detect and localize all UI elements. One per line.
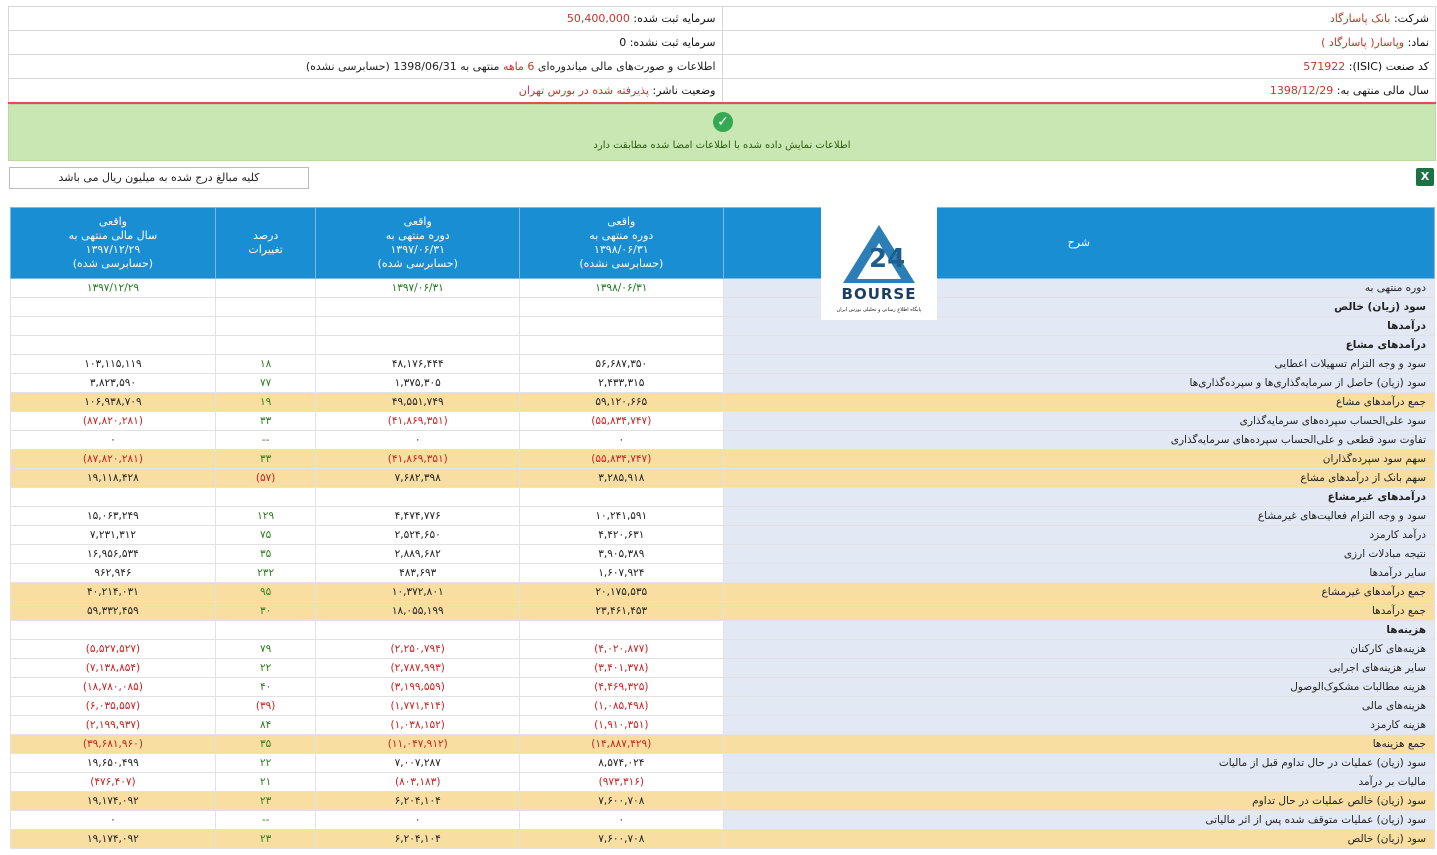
change-percent: ۱۸ xyxy=(215,355,316,374)
change-percent: (۳۹) xyxy=(215,697,316,716)
value-1398-06: ۴,۴۲۰,۶۳۱ xyxy=(520,526,724,545)
logo-text: BOURSE xyxy=(841,285,917,303)
status-value: پذیرفته شده در بورس تهران xyxy=(518,84,650,97)
change-percent: ۲۱ xyxy=(215,773,316,792)
row-description: سود (زیان) خالص xyxy=(723,830,1434,849)
value-1398-06: ۸,۵۷۴,۰۲۴ xyxy=(520,754,724,773)
row-description: سود (زیان) حاصل از سرمایه‌گذاری‌ها و سپرده‌گذاری‌ها xyxy=(723,374,1434,393)
value-1397-12: ۱۰۳,۱۱۵,۱۱۹ xyxy=(11,355,216,374)
table-row xyxy=(11,279,1435,298)
row-description: سایر هزینه‌های اجرایی xyxy=(723,659,1434,678)
value-1398-06: (۴,۰۲۰,۸۷۷) xyxy=(520,640,724,659)
value-1398-06: ۳,۲۸۵,۹۱۸ xyxy=(520,469,724,488)
row-description: سود (زیان) خالص عملیات در حال تداوم xyxy=(723,792,1434,811)
table-row xyxy=(11,545,1435,564)
value-1397-06: ۴,۴۷۴,۷۷۶ xyxy=(316,507,520,526)
report-title-b: 6 ماهه xyxy=(502,60,535,73)
table-row xyxy=(11,336,1435,355)
isic-label: کد صنعت (ISIC): xyxy=(1348,60,1429,73)
row-description: درآمد کارمزد xyxy=(723,526,1434,545)
table-row xyxy=(11,754,1435,773)
value-1397-12: ۱۶,۹۵۶,۵۳۴ xyxy=(11,545,216,564)
value-1397-12: (۵,۵۲۷,۵۲۷) xyxy=(11,640,216,659)
unit-note: کلیه مبالغ درج شده به میلیون ریال می باشد xyxy=(9,167,309,189)
row-description: مالیات بر درآمد xyxy=(723,773,1434,792)
table-row xyxy=(11,507,1435,526)
row-description: سود (زیان) عملیات در حال تداوم قبل از مالیات xyxy=(723,754,1434,773)
verification-notice xyxy=(8,104,1436,161)
value-1398-06: ۰ xyxy=(520,431,724,450)
change-percent: ۸۴ xyxy=(215,716,316,735)
row-description: نتیجه مبادلات ارزی xyxy=(723,545,1434,564)
value-1397-12: ۱۵,۰۶۳,۲۴۹ xyxy=(11,507,216,526)
value-1397-12: (۸۷,۸۲۰,۲۸۱) xyxy=(11,412,216,431)
logo-subtitle: پایگاه اطلاع رسانی و تحلیلی بورس ایران xyxy=(836,307,922,313)
report-title-c: منتهی به xyxy=(456,60,503,73)
unreg-capital-cell xyxy=(9,31,723,55)
row-description: سود (زیان) خالص xyxy=(723,298,1434,317)
header-period-1398: واقعی دوره منتهی به ۱۳۹۸/۰۶/۳۱ (حسابرسی نشده) xyxy=(520,208,724,279)
change-percent: ۲۲ xyxy=(215,754,316,773)
row-description: تفاوت سود قطعی و علی‌الحساب سپرده‌های سرمایه‌گذاری xyxy=(723,431,1434,450)
value-1397-12: ۰ xyxy=(11,811,216,830)
value-1397-06: ۱۸,۰۵۵,۱۹۹ xyxy=(316,602,520,621)
value-1398-06: ۲۰,۱۷۵,۵۳۵ xyxy=(520,583,724,602)
table-row xyxy=(11,697,1435,716)
value-1398-06: (۱۴,۸۸۷,۴۲۹) xyxy=(520,735,724,754)
change-percent: ۷۷ xyxy=(215,374,316,393)
change-percent: ۳۳ xyxy=(215,412,316,431)
value-1397-12: (۲,۱۹۹,۹۳۷) xyxy=(11,716,216,735)
value-1398-06: ۷,۶۰۰,۷۰۸ xyxy=(520,830,724,849)
value-1397-12: ۰ xyxy=(11,431,216,450)
row-description: سایر درآمدها xyxy=(723,564,1434,583)
change-percent: (۵۷) xyxy=(215,469,316,488)
change-percent: ۲۳۲ xyxy=(215,564,316,583)
row-description: هزینه‌های مالی xyxy=(723,697,1434,716)
fiscal-label: سال مالی منتهی به: xyxy=(1336,84,1429,97)
value-1397-06: (۴۱,۸۶۹,۳۵۱) xyxy=(316,450,520,469)
value-1397-06 xyxy=(316,317,520,336)
change-percent: -- xyxy=(215,431,316,450)
value-1398-06 xyxy=(520,336,724,355)
table-row xyxy=(11,678,1435,697)
change-percent: ۲۳ xyxy=(215,830,316,849)
value-1397-12: (۳۹,۶۸۱,۹۶۰) xyxy=(11,735,216,754)
table-row xyxy=(11,716,1435,735)
change-percent: ۳۳ xyxy=(215,450,316,469)
change-percent xyxy=(215,298,316,317)
symbol-value: وپاسار( پاسارگاد ) xyxy=(1321,36,1405,49)
value-1397-06 xyxy=(316,488,520,507)
change-percent: ۱۹ xyxy=(215,393,316,412)
value-1397-12: (۸۷,۸۲۰,۲۸۱) xyxy=(11,450,216,469)
value-1397-12: ۱۹,۱۱۸,۴۲۸ xyxy=(11,469,216,488)
value-1398-06: (۵۵,۸۳۴,۷۴۷) xyxy=(520,412,724,431)
value-1397-12 xyxy=(11,298,216,317)
table-row xyxy=(11,526,1435,545)
table-row xyxy=(11,488,1435,507)
financial-statement-table xyxy=(10,207,1435,849)
value-1397-06: ۰ xyxy=(316,811,520,830)
value-1397-06: ۲,۵۲۴,۶۵۰ xyxy=(316,526,520,545)
row-description: جمع درآمدهای غیرمشاع xyxy=(723,583,1434,602)
value-1397-12: ۴۰,۲۱۴,۰۳۱ xyxy=(11,583,216,602)
value-1397-06: (۸۰۳,۱۸۳) xyxy=(316,773,520,792)
report-title-cell xyxy=(9,55,723,79)
value-1397-06: (۴۱,۸۶۹,۳۵۱) xyxy=(316,412,520,431)
value-1397-12: ۳,۸۲۳,۵۹۰ xyxy=(11,374,216,393)
value-1397-12: ۵۹,۳۳۲,۴۵۹ xyxy=(11,602,216,621)
isic-cell xyxy=(722,55,1436,79)
row-description: سهم سود سپرده‌گذاران xyxy=(723,450,1434,469)
change-percent: -- xyxy=(215,811,316,830)
company-value: بانک پاسارگاد xyxy=(1329,12,1391,25)
reg-capital-value: 50,400,000 xyxy=(566,12,630,25)
value-1397-12: (۱۸,۷۸۰,۰۸۵) xyxy=(11,678,216,697)
value-1398-06: ۲۳,۴۶۱,۴۵۳ xyxy=(520,602,724,621)
symbol-label: نماد: xyxy=(1407,36,1429,49)
table-row xyxy=(11,431,1435,450)
change-percent: ۴۰ xyxy=(215,678,316,697)
isic-value: 571922 xyxy=(1303,60,1346,73)
table-row xyxy=(11,773,1435,792)
header-fiscal-1397: واقعی سال مالی منتهی به ۱۳۹۷/۱۲/۲۹ (حسابرسی شده) xyxy=(11,208,216,279)
value-1397-06: (۱,۷۷۱,۴۱۴) xyxy=(316,697,520,716)
value-1398-06 xyxy=(520,317,724,336)
table-row xyxy=(11,811,1435,830)
value-1397-12: ۱۹,۱۷۴,۰۹۲ xyxy=(11,792,216,811)
value-1397-06: ۱,۳۷۵,۳۰۵ xyxy=(316,374,520,393)
value-1397-12: (۴۷۶,۴۰۷) xyxy=(11,773,216,792)
change-percent xyxy=(215,488,316,507)
row-description: جمع درآمدها xyxy=(723,602,1434,621)
value-1398-06: (۳,۴۰۱,۳۷۸) xyxy=(520,659,724,678)
svg-text:24: 24 xyxy=(869,244,906,274)
row-description: سود (زیان) عملیات متوقف شده پس از اثر مالیاتی xyxy=(723,811,1434,830)
row-description: جمع درآمدهای مشاع xyxy=(723,393,1434,412)
row-description: دوره منتهی به xyxy=(723,279,1434,298)
value-1398-06: (۱,۰۸۵,۴۹۸) xyxy=(520,697,724,716)
value-1398-06: ۲,۴۳۳,۳۱۵ xyxy=(520,374,724,393)
row-description: سود و وجه التزام فعالیت‌های غیرمشاع xyxy=(723,507,1434,526)
change-percent: ۷۵ xyxy=(215,526,316,545)
value-1398-06: ۵۶,۶۸۷,۳۵۰ xyxy=(520,355,724,374)
row-description: هزینه مطالبات مشکوک‌الوصول xyxy=(723,678,1434,697)
table-row xyxy=(11,640,1435,659)
value-1397-06 xyxy=(316,621,520,640)
value-1398-06 xyxy=(520,298,724,317)
unreg-capital-value: 0 xyxy=(619,36,627,49)
change-percent xyxy=(215,621,316,640)
reg-capital-cell xyxy=(9,7,723,31)
value-1397-06: (۲,۷۸۷,۹۹۳) xyxy=(316,659,520,678)
value-1397-06: (۱,۰۳۸,۱۵۲) xyxy=(316,716,520,735)
table-row xyxy=(11,317,1435,336)
row-description: جمع هزینه‌ها xyxy=(723,735,1434,754)
change-percent: ۲۲ xyxy=(215,659,316,678)
table-row xyxy=(11,830,1435,849)
table-row xyxy=(11,469,1435,488)
value-1397-12: ۹۶۲,۹۴۶ xyxy=(11,564,216,583)
value-1397-12 xyxy=(11,621,216,640)
table-row xyxy=(11,298,1435,317)
report-title-a: اطلاعات و صورت‌های مالی میاندوره‌ای xyxy=(534,60,716,73)
change-percent: ۲۳ xyxy=(215,792,316,811)
value-1398-06: ۵۹,۱۲۰,۶۶۵ xyxy=(520,393,724,412)
value-1398-06: ۰ xyxy=(520,811,724,830)
value-1397-12 xyxy=(11,488,216,507)
change-percent xyxy=(215,336,316,355)
value-1397-06: ۱۰,۳۷۲,۸۰۱ xyxy=(316,583,520,602)
value-1397-06 xyxy=(316,336,520,355)
report-title-e: (حسابرسی نشده) xyxy=(305,60,394,73)
table-row xyxy=(11,621,1435,640)
change-percent: ۹۵ xyxy=(215,583,316,602)
header-period-1397: واقعی دوره منتهی به ۱۳۹۷/۰۶/۳۱ (حسابرسی شده) xyxy=(316,208,520,279)
header-change-percent: درصد تغییرات xyxy=(215,208,316,279)
value-1397-06: (۲,۲۵۰,۷۹۴) xyxy=(316,640,520,659)
value-1397-12: ۷,۲۳۱,۳۱۲ xyxy=(11,526,216,545)
change-percent: ۳۵ xyxy=(215,735,316,754)
bourse24-logo xyxy=(821,207,937,320)
value-1397-06: ۱۳۹۷/۰۶/۳۱ xyxy=(316,279,520,298)
change-percent: ۳۵ xyxy=(215,545,316,564)
value-1397-06: ۷,۶۸۲,۳۹۸ xyxy=(316,469,520,488)
value-1397-06: ۶,۲۰۴,۱۰۴ xyxy=(316,792,520,811)
row-description: درآمدها xyxy=(723,317,1434,336)
excel-export-icon[interactable]: X xyxy=(1416,168,1434,186)
table-row xyxy=(11,355,1435,374)
change-percent xyxy=(215,317,316,336)
value-1397-12: ۱۰۶,۹۳۸,۷۰۹ xyxy=(11,393,216,412)
table-row xyxy=(11,735,1435,754)
value-1397-06: ۶,۲۰۴,۱۰۴ xyxy=(316,830,520,849)
change-percent xyxy=(215,279,316,298)
change-percent: ۷۹ xyxy=(215,640,316,659)
table-row xyxy=(11,602,1435,621)
table-row xyxy=(11,583,1435,602)
company-cell xyxy=(722,7,1436,31)
table-row xyxy=(11,659,1435,678)
value-1398-06: ۱۰,۲۴۱,۵۹۱ xyxy=(520,507,724,526)
value-1398-06 xyxy=(520,621,724,640)
table-row xyxy=(11,412,1435,431)
value-1398-06 xyxy=(520,488,724,507)
header-desc: شرح xyxy=(723,208,1434,279)
value-1397-12: (۶,۰۳۵,۵۵۷) xyxy=(11,697,216,716)
value-1397-12: ۱۹,۶۵۰,۴۹۹ xyxy=(11,754,216,773)
value-1397-12: ۱۹,۱۷۴,۰۹۲ xyxy=(11,830,216,849)
unreg-capital-label: سرمایه ثبت نشده: xyxy=(629,36,716,49)
value-1397-06 xyxy=(316,298,520,317)
row-description: سهم بانک از درآمدهای مشاع xyxy=(723,469,1434,488)
company-label: شرکت: xyxy=(1393,12,1429,25)
fiscal-value: 1398/12/29 xyxy=(1269,84,1334,97)
value-1398-06: ۱,۶۰۷,۹۲۴ xyxy=(520,564,724,583)
value-1397-12: (۷,۱۳۸,۸۵۴) xyxy=(11,659,216,678)
value-1397-12: ۱۳۹۷/۱۲/۲۹ xyxy=(11,279,216,298)
value-1397-06: ۷,۰۰۷,۲۸۷ xyxy=(316,754,520,773)
value-1398-06: ۷,۶۰۰,۷۰۸ xyxy=(520,792,724,811)
change-percent: ۱۲۹ xyxy=(215,507,316,526)
value-1398-06: ۱۳۹۸/۰۶/۳۱ xyxy=(520,279,724,298)
row-description: درآمدهای مشاع xyxy=(723,336,1434,355)
row-description: درآمدهای غیرمشاع xyxy=(723,488,1434,507)
value-1397-06: ۴۹,۵۵۱,۷۴۹ xyxy=(316,393,520,412)
company-info-table xyxy=(8,6,1436,104)
table-row xyxy=(11,450,1435,469)
value-1397-12 xyxy=(11,336,216,355)
value-1398-06: (۱,۹۱۰,۳۵۱) xyxy=(520,716,724,735)
value-1397-06: (۳,۱۹۹,۵۵۹) xyxy=(316,678,520,697)
table-row xyxy=(11,564,1435,583)
row-description: هزینه کارمزد xyxy=(723,716,1434,735)
value-1397-06: ۴۸۳,۶۹۳ xyxy=(316,564,520,583)
value-1397-06: ۲,۸۸۹,۶۸۲ xyxy=(316,545,520,564)
value-1397-12 xyxy=(11,317,216,336)
verification-message: اطلاعات نمایش داده شده با اطلاعات امضا شده مطابقت دارد xyxy=(593,140,851,151)
row-description: هزینه‌ها xyxy=(723,621,1434,640)
status-label: وضعیت ناشر: xyxy=(652,84,716,97)
row-description: سود علی‌الحساب سپرده‌های سرمایه‌گذاری xyxy=(723,412,1434,431)
value-1398-06: ۳,۹۰۵,۳۸۹ xyxy=(520,545,724,564)
status-cell xyxy=(9,79,723,104)
value-1398-06: (۵۵,۸۳۴,۷۴۷) xyxy=(520,450,724,469)
symbol-cell xyxy=(722,31,1436,55)
check-icon: ✓ xyxy=(713,112,733,132)
report-title-d: 1398/06/31 xyxy=(393,60,457,73)
change-percent: ۳۰ xyxy=(215,602,316,621)
value-1397-06: ۰ xyxy=(316,431,520,450)
value-1397-06: ۴۸,۱۷۶,۴۴۴ xyxy=(316,355,520,374)
table-row xyxy=(11,374,1435,393)
row-description: سود و وجه التزام تسهیلات اعطایی xyxy=(723,355,1434,374)
value-1398-06: (۹۷۳,۳۱۶) xyxy=(520,773,724,792)
row-description: هزینه‌های کارکنان xyxy=(723,640,1434,659)
value-1398-06: (۴,۴۶۹,۳۲۵) xyxy=(520,678,724,697)
table-row xyxy=(11,792,1435,811)
fiscal-cell xyxy=(722,79,1436,104)
value-1397-06: (۱۱,۰۴۷,۹۱۲) xyxy=(316,735,520,754)
reg-capital-label: سرمایه ثبت شده: xyxy=(633,12,716,25)
table-row xyxy=(11,393,1435,412)
